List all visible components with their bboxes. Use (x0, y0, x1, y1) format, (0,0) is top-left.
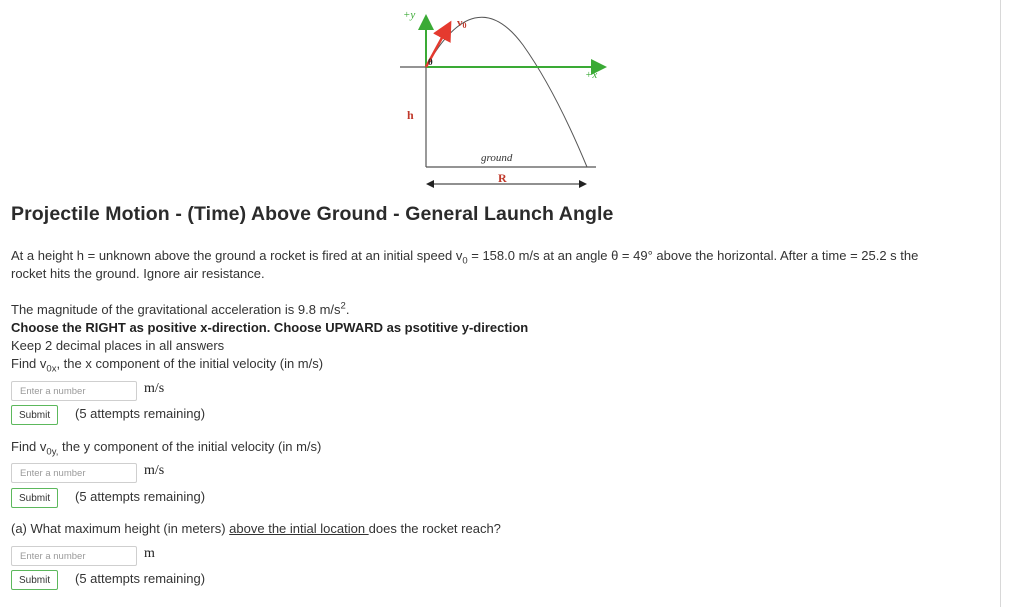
max-height-answer-input[interactable] (11, 546, 137, 566)
question-voy-prompt: Find $v_{0y,}$ the y component of the initial velocity (in m/s) (11, 439, 322, 458)
voy-attempts-remaining: (5 attempts remaining) (75, 489, 206, 504)
plus-y-label: +y (403, 9, 416, 21)
max-height-unit: m (144, 546, 155, 561)
h-label: h (407, 108, 414, 122)
problem-line-2: rocket hits the ground. Ignore air resistance. (11, 266, 265, 281)
voy-answer-input[interactable] (11, 463, 137, 483)
plus-x-label: +x (585, 69, 598, 81)
vox-attempts-remaining: (5 attempts remaining) (75, 406, 206, 421)
vox-submit-button[interactable]: Submit (11, 405, 58, 425)
page-title: Projectile Motion - (Time) Above Ground - General Launch Angle (11, 203, 614, 225)
decimal-instructions: Keep 2 decimal places in all answers (11, 338, 225, 353)
theta-label: θ (428, 57, 433, 67)
range-label: R (498, 171, 507, 185)
v0-label: v0 (457, 17, 467, 30)
question-max-height-prompt: (a) What maximum height (in meters) above the intial location does the rocket reach? (11, 521, 501, 536)
max-height-attempts-remaining: (5 attempts remaining) (75, 571, 206, 586)
vox-unit: m/s (144, 381, 165, 396)
vox-answer-input[interactable] (11, 381, 137, 401)
max-height-submit-button[interactable]: Submit (11, 570, 58, 590)
gravity-statement: The magnitude of the gravitational acceleration is 9.8 $m/s^2$. (11, 300, 350, 317)
projectile-diagram (395, 0, 615, 192)
problem-line-1: At a height h = unknown above the ground a rocket is fired at an initial speed $v_0 = 158.0$ m/s at an angle θ = 49° above the horizontal. After a time = 25.2 s the (11, 248, 919, 267)
question-vox-prompt: Find $v_{0x}$, the x component of the initial velocity (in m/s) (11, 356, 324, 375)
voy-submit-button[interactable]: Submit (11, 488, 58, 508)
direction-instructions: Choose the RIGHT as positive x-direction. Choose UPWARD as psotitive y-direction (11, 320, 529, 335)
trajectory-curve (426, 17, 587, 167)
voy-unit: m/s (144, 463, 165, 478)
intial-location-emphasis: above the intial location (229, 521, 369, 536)
ground-label: ground (481, 152, 513, 164)
